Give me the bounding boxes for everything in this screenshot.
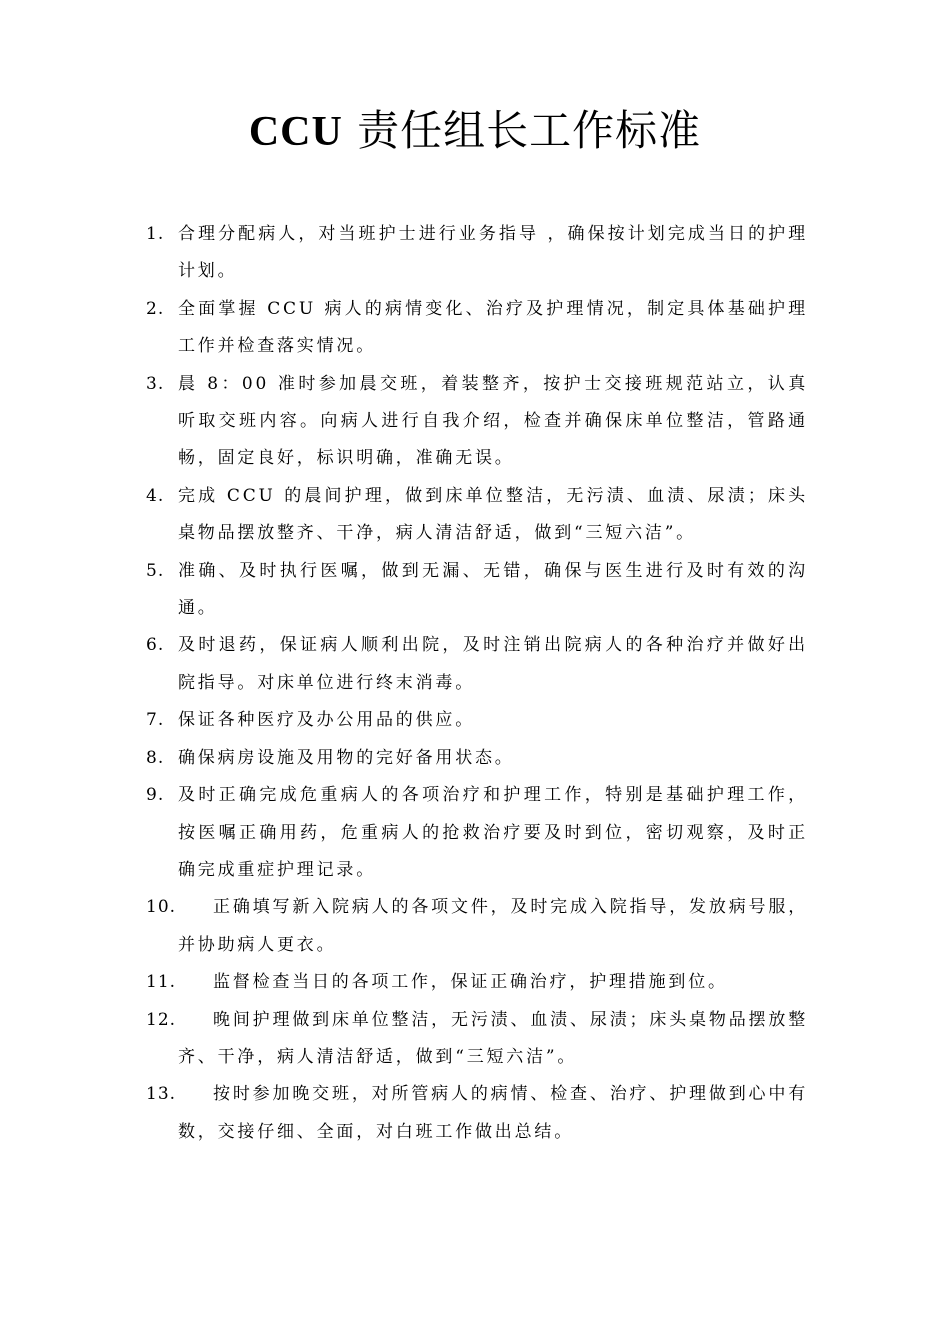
item-number: 3. <box>146 373 165 394</box>
item-text: 正确填写新入院病人的各项文件，及时完成入院指导，发放病号服，并协助病人更衣。 <box>178 897 808 955</box>
item-text: 及时正确完成危重病人的各项治疗和护理工作，特别是基础护理工作，按医嘱正确用药，危重病人的抢救治疗要及时到位，密切观察，及时正确完成重症护理记录。 <box>178 785 808 880</box>
item-text: 保证各种医疗及办公用品的供应。 <box>178 710 475 731</box>
item-number: 2. <box>146 298 165 319</box>
item-number: 5. <box>146 560 165 581</box>
item-number: 13. <box>146 1084 177 1105</box>
item-text: 晨 8：00 准时参加晨交班，着装整齐，按护士交接班规范站立，认真听取交班内容。向病人进行自我介绍，检查并确保床单位整洁，管路通畅，固定良好，标识明确，准确无误。 <box>178 373 808 469</box>
list-item <box>146 1076 808 1151</box>
item-text: 按时参加晚交班，对所管病人的病情、检查、治疗、护理做到心中有数，交接仔细、全面，对白班工作做出总结。 <box>178 1084 808 1142</box>
item-text: 准确、及时执行医嘱，做到无漏、无错，确保与医生进行及时有效的沟通。 <box>178 560 808 619</box>
item-number: 4. <box>146 485 165 506</box>
item-number: 6. <box>146 635 165 656</box>
item-text: 监督检查当日的各项工作，保证正确治疗，护理措施到位。 <box>213 972 728 993</box>
title-latin: CCU <box>248 109 343 155</box>
list-item <box>146 1002 808 1077</box>
item-text: 及时退药，保证病人顺利出院，及时注销出院病人的各种治疗并做好出院指导。对床单位进行终末消毒。 <box>178 635 808 693</box>
item-text: 完成 CCU 的晨间护理，做到床单位整洁，无污渍、血渍、尿渍；床头桌物品摆放整齐、干净，病人清洁舒适，做到“三短六洁”。 <box>178 485 808 544</box>
document-title <box>0 103 950 160</box>
item-number: 12. <box>146 1009 177 1030</box>
list-item <box>146 964 808 1001</box>
item-number: 1. <box>146 224 165 244</box>
item-number: 8. <box>146 747 165 768</box>
item-number: 9. <box>146 785 165 806</box>
list-item <box>146 777 808 889</box>
item-number: 7. <box>146 710 165 731</box>
list-item <box>146 291 808 366</box>
list-item <box>146 216 808 291</box>
list-item <box>146 478 808 553</box>
list-item <box>146 740 808 777</box>
list-item <box>146 702 808 739</box>
item-text: 合理分配病人，对当班护士进行业务指导 ，确保按计划完成当日的护理计划。 <box>178 224 808 282</box>
list-item <box>146 627 808 702</box>
item-text: 晚间护理做到床单位整洁，无污渍、血渍、尿渍；床头桌物品摆放整齐、干净，病人清洁舒适，做到“三短六洁”。 <box>178 1009 808 1067</box>
item-number: 11. <box>146 972 177 993</box>
standards-list <box>146 216 808 1151</box>
list-item <box>146 889 808 964</box>
list-item <box>146 366 808 478</box>
list-item <box>146 553 808 628</box>
item-number: 10. <box>146 897 177 918</box>
title-rest: 责任组长工作标准 <box>342 106 702 155</box>
item-text: 全面掌握 CCU 病人的病情变化、治疗及护理情况，制定具体基础护理工作并检查落实情况。 <box>178 298 808 357</box>
item-text: 确保病房设施及用物的完好备用状态。 <box>178 747 515 768</box>
